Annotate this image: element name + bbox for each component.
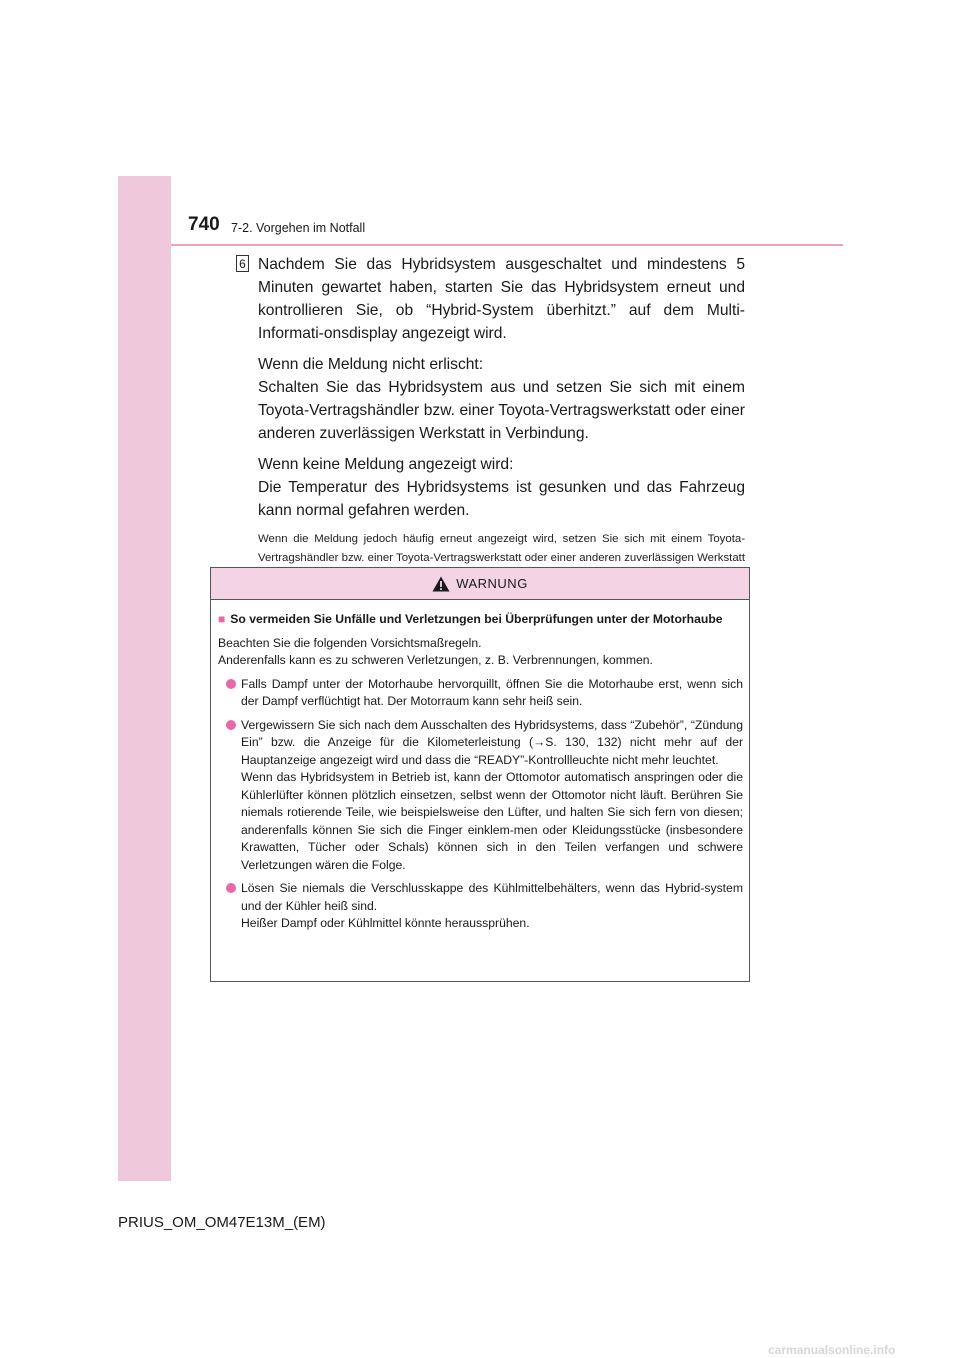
square-marker-icon: ■	[218, 612, 226, 626]
warning-bullet-text: Vergewissern Sie sich nach dem Ausschalten des Hybridsystems, dass “Zubehör”, “Zündung Ein” bzw. die Anzeige für die Kilometerleistung (→S. 130, 132) nicht mehr auf der Hauptanzeige angezeigt wird und dass die “READY”-Kontrollleuchte nicht mehr leuchtet. Wenn das Hybridsystem in Betrieb ist, kann der Ottomotor automatisch anspringen oder die Kühlerlüfter können plötzlich einsetzen, selbst wenn der Ottomotor nicht läuft. Berühren Sie niemals rotierende Teile, wie beispielsweise den Lüfter, und halten Sie sich fern von diesen; anderenfalls können Sie sich die Finger einklem-men oder Kleidungsstücke (insbesondere Krawatten, Tücher oder Schals) können sich in den Teilen verfangen und schwere Verletzungen wären die Folge.	[241, 717, 743, 872]
step-paragraph-2: Wenn die Meldung nicht erlischt: Schalten Sie das Hybridsystem aus und setzen Sie sich mit einem Toyota-Vertragshändler bzw. einer Toyota-Vertragswerkstatt oder einer anderen zuverlässigen Werkstatt in Verbindung.	[258, 356, 745, 442]
warning-bullet-text: Falls Dampf unter der Motorhaube hervorquillt, öffnen Sie die Motorhaube erst, wenn sich der Dampf verflüchtigt hat. Der Motorraum kann sehr heiß sein.	[241, 676, 743, 708]
warning-bullet-text: Lösen Sie niemals die Verschlusskappe des Kühlmittelbehälters, wenn das Hybrid-system und der Kühler heiß sind. Heißer Dampf oder Kühlmittel könnte heraussprühen.	[241, 881, 743, 930]
warning-bullet	[226, 880, 743, 933]
warning-header	[211, 568, 749, 600]
step-paragraph-3: Wenn keine Meldung angezeigt wird: Die Temperatur des Hybridsystems ist gesunken und das Fahrzeug kann normal gefahren werden.	[258, 456, 745, 519]
bullet-dot-icon	[226, 883, 236, 893]
step-paragraph-1: Nachdem Sie das Hybridsystem ausgeschaltet und mindestens 5 Minuten gewartet haben, starten Sie das Hybridsystem erneut und kontrollieren Sie, ob “Hybrid-System überhitzt.” auf dem Multi-Informati-onsdisplay angezeigt wird.	[258, 256, 745, 342]
watermark: carmanualsonline.info	[768, 1343, 896, 1357]
warning-heading-text: So vermeiden Sie Unfälle und Verletzungen bei Überprüfungen unter der Motorhaube	[230, 612, 723, 626]
warning-box	[210, 567, 750, 982]
pink-sidebar	[118, 176, 171, 1181]
warning-heading	[218, 611, 743, 629]
step-number-badge: 6	[236, 255, 249, 272]
bullet-dot-icon	[226, 720, 236, 730]
document-code: PRIUS_OM_OM47E13M_(EM)	[118, 1214, 326, 1231]
warning-body	[211, 600, 749, 933]
warning-bullet	[226, 717, 743, 875]
step-content	[258, 253, 745, 587]
bullet-dot-icon	[226, 679, 236, 689]
header-divider	[171, 244, 843, 246]
page-number: 740	[188, 214, 220, 235]
step-note: Wenn die Meldung jedoch häufig erneut angezeigt wird, setzen Sie sich mit einem Toyota-Vertragshändler bzw. einer Toyota-Vertragswerkstatt oder einer anderen zuverlässigen Werkstatt	[258, 533, 745, 564]
warning-intro: Beachten Sie die folgenden Vorsichtsmaßregeln. Anderenfalls kann es zu schweren Verletzungen, z. B. Verbrennungen, kommen.	[218, 635, 653, 667]
warning-title: WARNUNG	[456, 576, 528, 591]
section-title: 7-2. Vorgehen im Notfall	[231, 221, 366, 235]
warning-bullet	[226, 676, 743, 711]
warning-triangle-icon	[432, 576, 450, 592]
